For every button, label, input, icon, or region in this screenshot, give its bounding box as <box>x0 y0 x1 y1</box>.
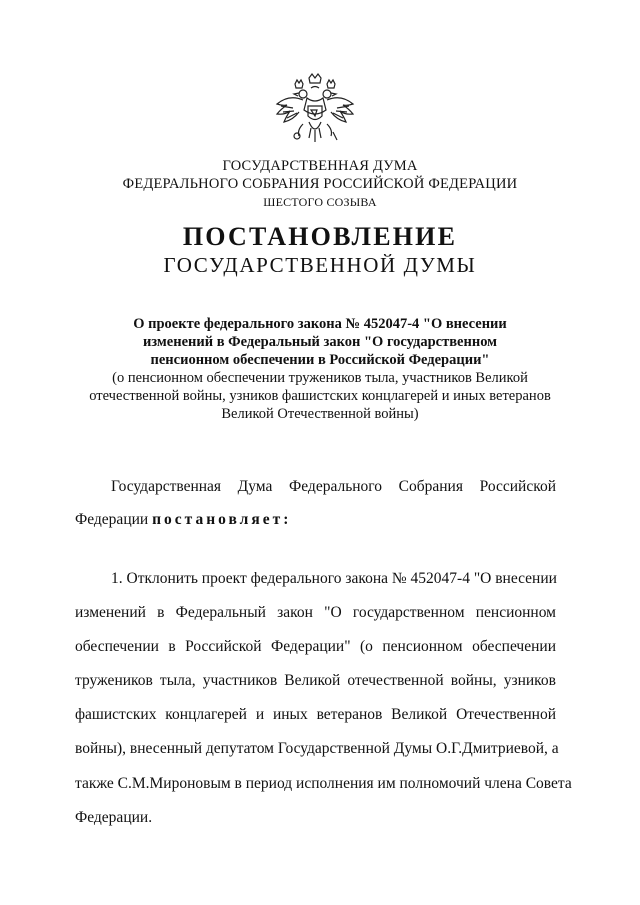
body-line: фашистских концлагерей и иных ветеранов Великой Отечественной <box>75 706 556 723</box>
subject-bold-line: изменений в Федеральный закон "О государственном <box>142 334 498 350</box>
subject-bold-line: О проекте федерального закона № 452047-4 "О внесении <box>133 316 507 332</box>
subject-line: отечественной войны, узников фашистских концлагерей и иных ветеранов <box>89 388 551 404</box>
org-line-1: ГОСУДАРСТВЕННАЯ ДУМА <box>222 158 418 174</box>
subject-line: Великой Отечественной войны) <box>221 406 419 422</box>
document-title: ПОСТАНОВЛЕНИЕ <box>182 222 458 251</box>
preamble-line: Государственная Дума Федерального Собрания Российской <box>111 478 556 495</box>
preamble-decree-word: постановляет: <box>152 511 292 528</box>
state-emblem-icon <box>273 72 357 150</box>
preamble-line <box>75 511 556 529</box>
body-line: войны), внесенный депутатом Государственной Думы О.Г.Дмитриевой, а <box>75 740 559 757</box>
body-line: обеспечении в Российской Федерации" (о пенсионном обеспечении <box>75 638 556 655</box>
body-line: Федерации. <box>75 809 153 826</box>
body-line: тружеников тыла, участников Великой отечественной войны, узников <box>75 672 556 689</box>
document-subtitle: ГОСУДАРСТВЕННОЙ ДУМЫ <box>163 253 477 277</box>
body-line: 1. Отклонить проект федерального закона № 452047-4 "О внесении <box>111 570 557 587</box>
org-line-2: ФЕДЕРАЛЬНОГО СОБРАНИЯ РОССИЙСКОЙ ФЕДЕРАЦИИ <box>122 176 518 192</box>
subject-line: (о пенсионном обеспечении тружеников тыла, участников Великой <box>112 370 528 386</box>
org-line-3: ШЕСТОГО СОЗЫВА <box>263 195 377 209</box>
body-line: также С.М.Мироновым в период исполнения им полномочий члена Совета <box>75 775 572 792</box>
subject-bold-line: пенсионном обеспечении в Российской Федерации" <box>150 352 490 368</box>
preamble-prefix: Федерации <box>75 511 153 528</box>
body-line: изменений в Федеральный закон "О государственном пенсионном <box>75 604 556 621</box>
